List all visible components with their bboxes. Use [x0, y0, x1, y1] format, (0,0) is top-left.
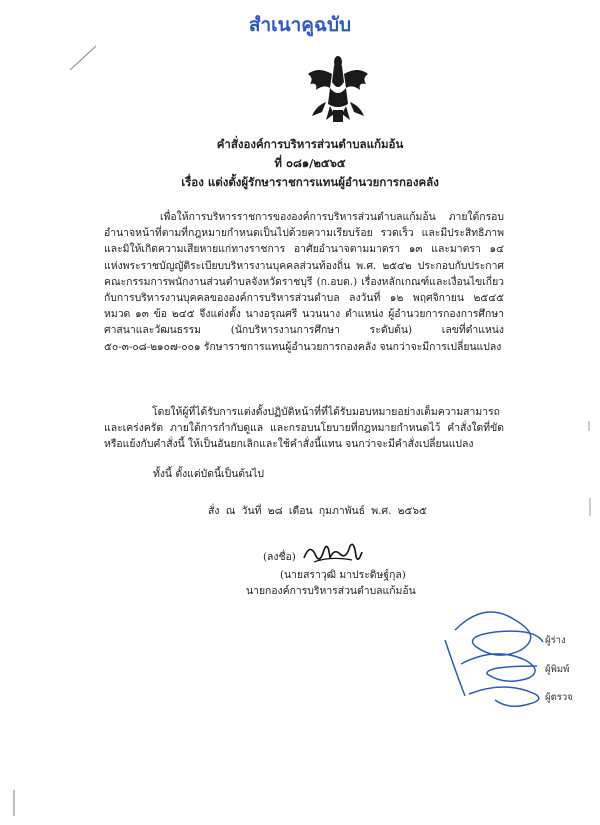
order-number: ที่ ๐๘๑/๒๕๖๕ — [274, 156, 346, 170]
body-paragraph-1: เพื่อให้การบริหารราชการขององค์การบริหารส่วนตำบลแก้มอ้น ภายใต้กรอบอำนาจหน้าที่ตามที่กฎหมายกำหนดเป็นไปด้วยความเรียบร้อย รวดเร็ว และมีประสิทธิภาพ และมิให้เกิดความเสียหายแก่ทางราชการ อาศัยอำนาจตามมาตรา ๑๓ และมาตรา ๑๔ แห่งพระราชบัญญัติระเบียบบริหารงานบุคคลส่วนท้องถิ่น พ.ศ. ๒๕๔๒ ประกอบกับประกาศคณะกรรมการพนักงานส่วนตำบลจังหวัดราชบุรี (ก.อบต.) เรื่องหลักเกณฑ์และเงื่อนไขเกี่ยวกับการบริหารงานบุคคลขององค์การบริหารส่วนตำบล ลงวันที่ ๑๒ พฤศจิกายน ๒๕๔๕ หมวด ๑๓ ข้อ ๒๔๕ จึงแต่งตั้ง นางอรุณศรี นวนนาง ตำแหน่ง ผู้อำนวยการกองการศึกษา ศาสนาและวัฒนธรรม (นักบริหารงานการศึกษา ระดับต้น) เลขที่ตำแหน่ง ๕๐-๓-๐๘-๒๑๐๗-๐๐๑ รักษาราชการแทนผู้อำนวยการกองคลัง จนกว่าจะมีการเปลี่ยนแปลง — [104, 211, 504, 353]
order-subject: เรื่อง แต่งตั้งผู้รักษาราชการแทนผู้อำนวยการกองคลัง — [181, 175, 439, 189]
signer-name: (นายสราวุฒิ มาประดิษฐ์กุล) — [280, 569, 406, 581]
body-paragraph-2: โดยให้ผู้ที่ได้รับการแต่งตั้งปฏิบัติหน้าที่ที่ได้รับมอบหมายอย่างเต็มความสามารถและเคร่งครัด ภายใต้การกำกับดูแล และกรอบนโยบายที่กฎหมายกำหนดไว้ คำสั่งใดที่ขัดหรือแย้งกับคำสั่งนี้ ให้เป็นอันยกเลิกและใช้คำสั่งนี้แทน จนกว่าจะมีคำสั่งเปลี่ยนแปลง — [104, 406, 504, 451]
signature-label: (ลงชื่อ) — [263, 551, 296, 563]
pencil-mark — [68, 42, 98, 72]
punch-hole-mark — [585, 420, 593, 432]
order-issuer: คำสั่งองค์การบริหารส่วนตำบลแก้มอ้น — [216, 137, 404, 151]
order-date: สั่ง ณ วันที่ ๒๘ เดือน กุมภาพันธ์ พ.ศ. ๒๕๖๕ — [208, 505, 427, 517]
effective-statement: ทั้งนี้ ตั้งแต่บัดนี้เป็นต้นไป — [153, 468, 264, 480]
initial-drafter: ผู้ร่าง — [545, 635, 566, 646]
copy-stamp: สำเนาคูฉบับ — [248, 14, 352, 36]
scan-edge-mark — [10, 788, 18, 818]
initial-checker: ผู้ตรวจ — [545, 692, 573, 703]
punch-hole-mark — [585, 496, 595, 518]
signer-title: นายกองค์การบริหารส่วนตำบลแก้มอ้น — [246, 585, 416, 597]
garuda-emblem-icon — [300, 52, 376, 124]
initial-typist: ผู้พิมพ์ — [545, 664, 570, 675]
handwritten-signature — [300, 538, 364, 568]
